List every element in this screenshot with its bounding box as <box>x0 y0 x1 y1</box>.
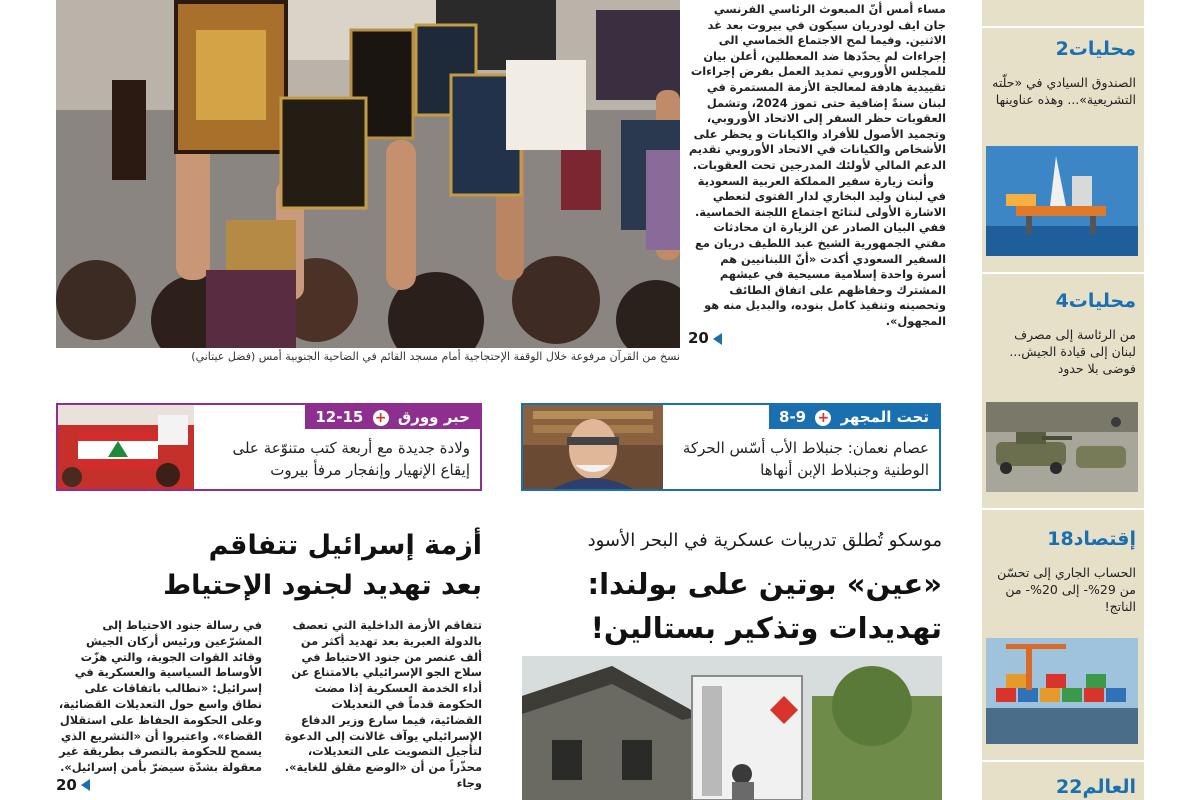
plus-icon: + <box>373 410 389 426</box>
promo-hibr-wa-waraq[interactable] <box>56 403 482 491</box>
israel-headline-line-1: أزمة إسرائيل تتفاقم <box>208 530 482 561</box>
sidebar-item-3-header[interactable] <box>986 528 1136 550</box>
lead-continued[interactable] <box>688 331 946 348</box>
israel-continued[interactable] <box>56 775 262 795</box>
promo-crowd-flags <box>58 405 194 489</box>
continue-arrow-icon <box>81 779 90 791</box>
lead-article <box>688 2 946 348</box>
flags-graphic <box>58 405 194 489</box>
russia-headline[interactable] <box>522 562 942 650</box>
sidebar-item-3-page: 18 <box>1047 528 1074 550</box>
sidebar-divider <box>982 272 1144 274</box>
sidebar-divider <box>982 508 1144 510</box>
sidebar-item-3-section: إقتصاد <box>1073 528 1136 550</box>
russia-headline-line-2: تهديدات وتذكير بستالين! <box>590 611 942 645</box>
portrait-graphic <box>523 405 663 489</box>
lead-page-ref: 20 <box>688 329 709 348</box>
promo-tahta-almijhar[interactable] <box>521 403 941 491</box>
israel-column-left-text: في رسالة جنود الاحتياط إلى المشرّعين ورئيس أركان الجيش وقائد القوات الجوية، والتي هزّت الأوساط السياسية والعسكرية في إسرائيل: «نطالب باتفاقات على نطاق واسع حول التعديلات القضائية، وعلى الحكومة الحفاظ على استقلال القضاء». واعتبروا أن «التشريع الذي يسمح للحكومة بالتصرف بطريقة غير معقولة بشدّة سيضرّ بأمن إسرائيل». <box>58 618 262 775</box>
sidebar-item-2-photo <box>986 402 1138 492</box>
sidebar <box>982 0 1144 800</box>
russia-headline-line-1: «عين» بوتين على بولندا: <box>587 567 942 601</box>
continue-arrow-icon <box>713 333 722 345</box>
russia-photo <box>522 656 942 800</box>
lead-paragraph-1: مساء أمس أنّ المبعوث الرئاسي الفرنسي جان ايف لودريان سيكون في بيروت بعد غد الاثنين. وفيما لمح الاجتماع الخماسي الى إجراءات لم يحدّدها ضد المعطلين، أعلن بيان للمجلس الأوروبي تمديد العمل بفرض إجراءات تقييدية هادفة لمعالجة الأزمة المستمرة في لبنان سنةً إضافية حتى تموز 2024، وتشمل العقوبات حظر السفر إلى الاتحاد الأوروبي، وتجميد الأصول للأفراد والكيانات و يحظر على الأشخاص والكيانات في الاتحاد الأوروبي تقديم الدعم المالي لأولئك المدرجين تحت العقوبات. <box>688 2 946 172</box>
oil-rig-graphic <box>986 146 1138 256</box>
israel-column-left <box>56 618 262 795</box>
sidebar-item-4-header[interactable] <box>986 776 1136 798</box>
sidebar-item-1-page: 2 <box>1055 38 1069 60</box>
promo-header-1 <box>769 405 939 429</box>
sidebar-item-1-photo <box>986 146 1138 256</box>
promo-portrait <box>523 405 663 489</box>
ruined-house-graphic <box>522 656 942 800</box>
israel-column-right: تتفاقم الأزمة الداخلية التي تعصف بالدولة العبرية بعد تهديد أكثر من ألف عنصر من جنود الاحتياط في سلاح الجو الإسرائيلي بالامتناع عن أداء الخدمة العسكرية إذا مضت الحكومة قدماً في التعديلات القضائية، فيما سارع وزير الدفاع الإسرائيلي يوآف غالانت إلى الدعوة لتأجيل التصويت على التعديلات، محذّراً من أن «الوضع مقلق للغاية». وجاء <box>284 618 482 790</box>
sidebar-item-2-header[interactable] <box>986 290 1136 312</box>
promo-pages-1: 9-8 <box>779 408 807 426</box>
sidebar-item-3-photo <box>986 638 1138 744</box>
lead-photo-caption: نسخ من القرآن مرفوعة خلال الوقفة الإحتجاجية أمام مسجد القائم في الضاحية الجنوبية أمس (فضل عيتاني) <box>191 350 680 363</box>
sidebar-item-1-section: محليات <box>1068 38 1136 60</box>
sidebar-item-2-page: 4 <box>1055 290 1069 312</box>
sidebar-item-1-text[interactable]: الصندوق السيادي في «حلّته التشريعية»... وهذه عناوينها <box>992 75 1136 107</box>
russia-kicker: موسكو تُطلق تدريبات عسكرية في البحر الأسود <box>587 530 942 551</box>
port-containers-graphic <box>986 638 1138 744</box>
sidebar-divider <box>982 760 1144 762</box>
promo-header-2 <box>305 405 480 429</box>
promo-text-2: ولادة جديدة مع أربعة كتب متنوّعة على إيقاع الإنهيار وإنفجار مرفأ بيروت <box>232 439 470 479</box>
sidebar-item-2-section: محليات <box>1068 290 1136 312</box>
israel-headline-line-2: بعد تهديد لجنود الإحتياط <box>163 570 482 601</box>
lead-paragraph-2: وأتت زيارة سفير المملكة العربية السعودية في لبنان وليد البخاري لدار الفتوى لتعطي الاشارة الأولى لنتائج اجتماع اللجنة الخماسية. ففي البيان الصادر عن الزيارة ان محادثات مفتي الجمهورية الشيخ عبد اللطيف دريان مع السفير السعودي أكدت «أنّ اللبنانيين هم أسرة واحدة إسلامية مسيحية في عيشهم المشترك وحفاظهم على اتفاق الطائف وتحصينه وتنفيذ كامل بنوده، والبديل منه هو المجهول». <box>694 173 946 328</box>
sidebar-item-1-header[interactable] <box>986 38 1136 60</box>
israel-page-ref: 20 <box>56 775 77 794</box>
sidebar-item-2-text[interactable]: من الرئاسة إلى مصرف لبنان إلى قيادة الجيش... فوضى بلا حدود <box>1009 327 1136 376</box>
promo-text-1: عصام نعمان: جنبلاط الأب أسّس الحركة الوطنية وجنبلاط الإبن أنهاها <box>682 439 929 479</box>
promo-pages-2: 15-12 <box>315 408 364 426</box>
promo-section-2: حبر وورق <box>397 408 470 426</box>
lead-photo <box>56 0 680 348</box>
plus-icon: + <box>815 410 831 426</box>
army-vehicles-graphic <box>986 402 1138 492</box>
sidebar-item-4-section: العالم <box>1082 776 1136 798</box>
sidebar-item-3-text[interactable]: الحساب الجاري إلى تحسّن من 29%- إلى 20%- من الناتج! <box>997 565 1136 614</box>
crowd-photo-graphic <box>56 0 680 348</box>
sidebar-item-4-page: 22 <box>1056 776 1083 798</box>
israel-headline[interactable] <box>56 526 482 606</box>
promo-section-1: تحت المجهر <box>840 408 929 426</box>
sidebar-divider <box>982 26 1144 28</box>
